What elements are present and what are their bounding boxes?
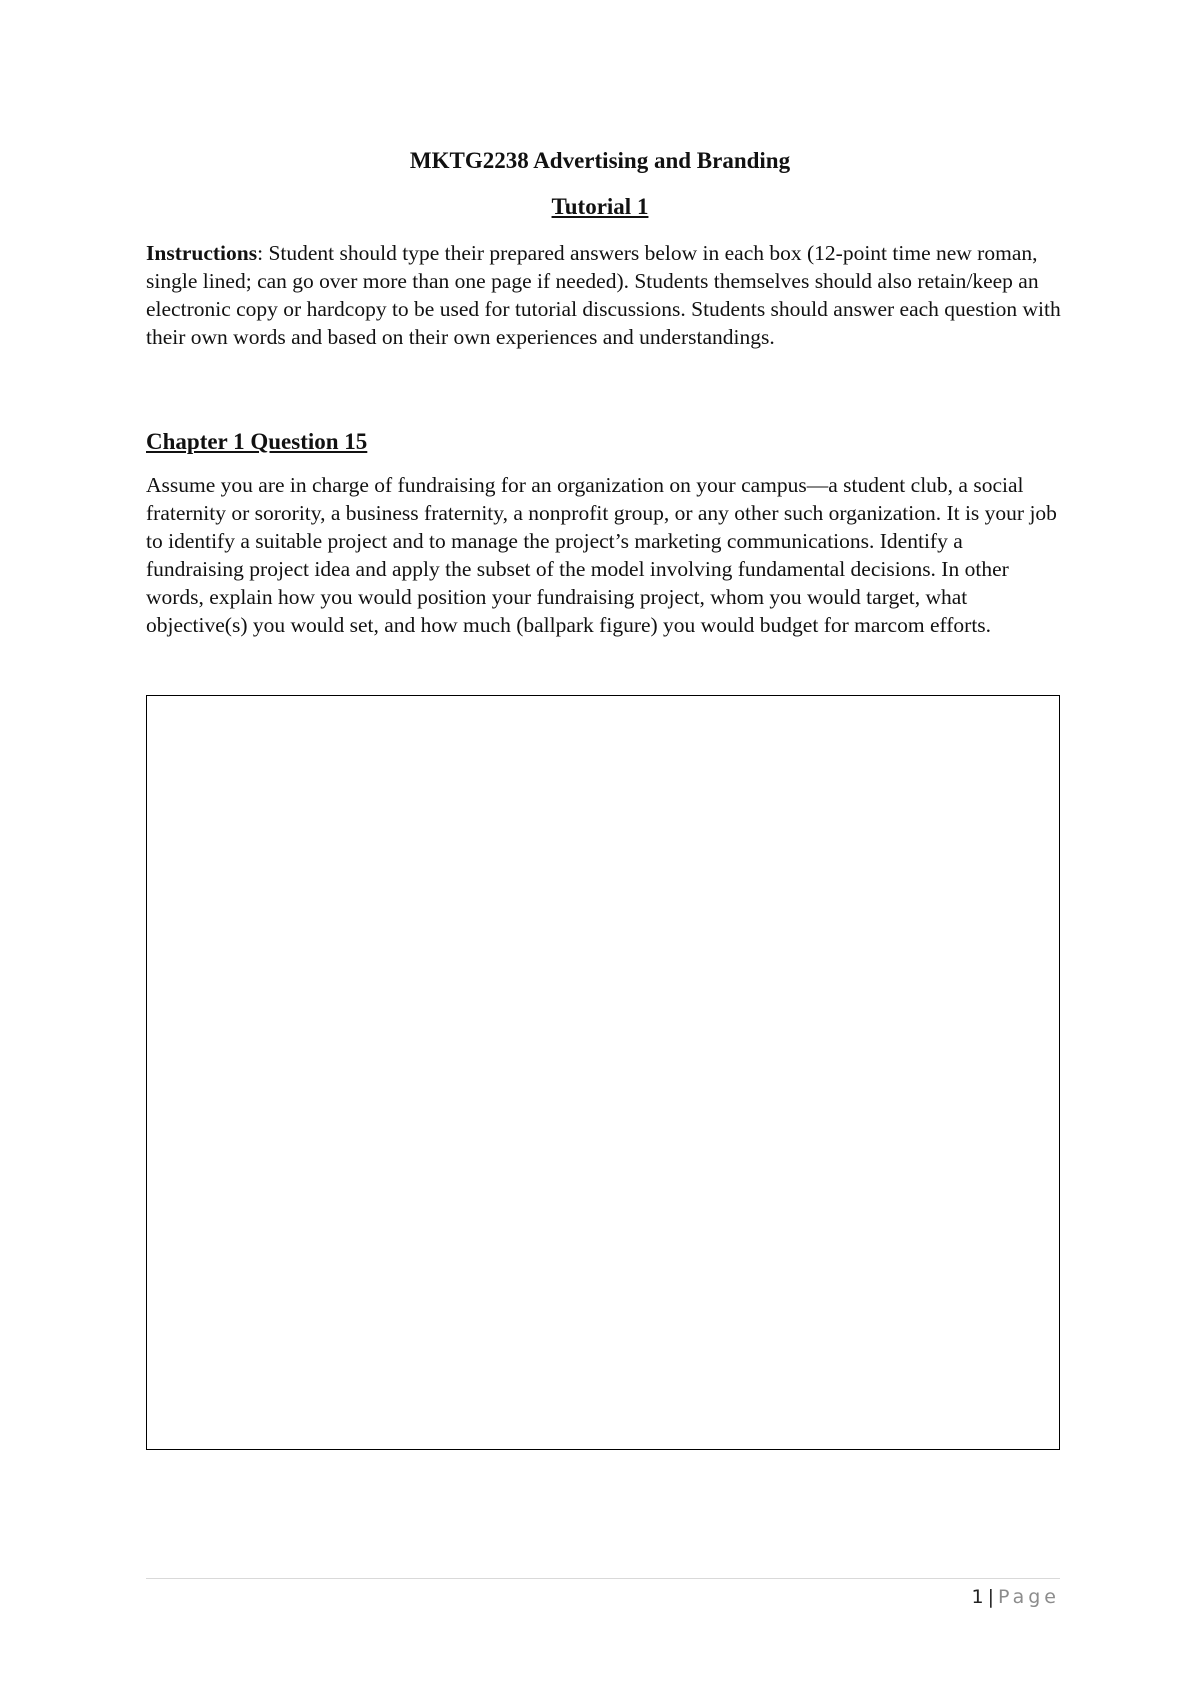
page-number: 1 [971, 1586, 984, 1608]
instructions-lead: Instructions [146, 241, 258, 265]
document-title: MKTG2238 Advertising and Branding [409, 148, 791, 173]
question-text: Assume you are in charge of fundraising for an organization on your campus—a student club, a social fraternity or sorority, a business fraternity, a nonprofit group, or any other such organization. It is your job to identify a suitable project and to manage the project’s marketing communications. Identify a fundraising project idea and apply the subset of the model involving fundamental decisions. In other words, explain how you would position your fundraising project, whom you would target, what objective(s) you would set, and how much (ballpark figure) you would budget for marcom efforts. [146, 473, 1057, 637]
footer-separator: | [987, 1586, 994, 1608]
page-footer [972, 1584, 1061, 1610]
document-subtitle: Tutorial 1 [551, 194, 649, 219]
page-label: Page [998, 1586, 1060, 1608]
instructions-body: : Student should type their prepared answers below in each box (12-point time new roman, single lined; can go over more than one page if needed). Students themselves should also retain/keep an electronic copy or hardcopy to be used for tutorial discussions. Students should answer each question with their own words and based on their own experiences and understandings. [146, 241, 1061, 349]
answer-box[interactable] [146, 695, 1060, 1450]
footer-divider [146, 1578, 1060, 1579]
question-heading: Chapter 1 Question 15 [146, 429, 368, 454]
instructions-paragraph [146, 239, 1066, 351]
